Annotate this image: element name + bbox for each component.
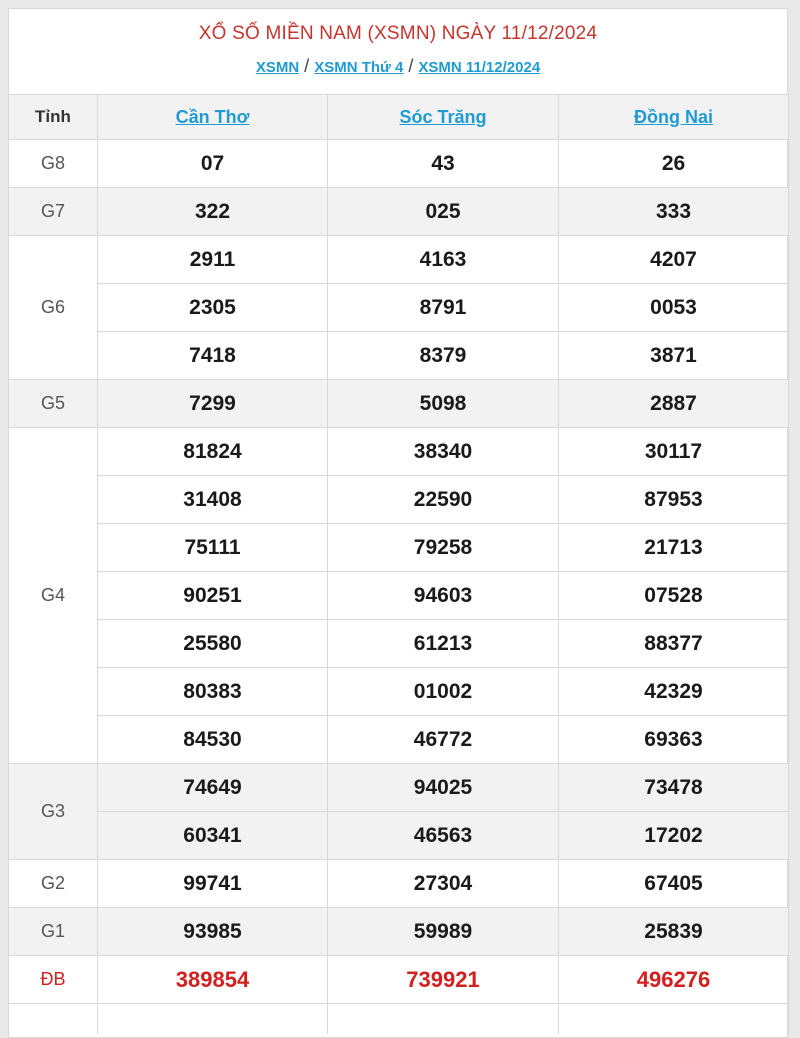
prize-row-g1: [9, 908, 789, 956]
result-number: 46563: [328, 812, 559, 860]
result-number: 01002: [328, 668, 559, 716]
table-footer-row: [9, 1004, 789, 1034]
result-number: 99741: [98, 860, 328, 908]
prize-label: G8: [9, 140, 98, 188]
prize-row-g4: [9, 716, 789, 764]
footer-cell: [98, 1004, 328, 1034]
prize-label: G1: [9, 908, 98, 956]
prize-row-g4: [9, 572, 789, 620]
page-title: XỔ SỐ MIỀN NAM (XSMN) NGÀY 11/12/2024: [198, 23, 598, 44]
province-header-dong-nai: [559, 95, 789, 140]
result-number: 94603: [328, 572, 559, 620]
result-number: 30117: [559, 428, 789, 476]
prize-row-g3: [9, 764, 789, 812]
prize-row-g6: [9, 332, 789, 380]
prize-row-g4: [9, 620, 789, 668]
breadcrumb: [9, 56, 787, 78]
result-number: 25839: [559, 908, 789, 956]
results-header: [9, 9, 787, 95]
result-number: 322: [98, 188, 328, 236]
result-number: 4207: [559, 236, 789, 284]
result-number: 8791: [328, 284, 559, 332]
result-number: 25580: [98, 620, 328, 668]
prize-label: G4: [9, 428, 98, 764]
prize-label: G2: [9, 860, 98, 908]
result-number: 88377: [559, 620, 789, 668]
prize-row-g4: [9, 428, 789, 476]
prize-row-special: [9, 956, 789, 1004]
province-link-can-tho[interactable]: Cần Thơ: [175, 106, 250, 127]
result-number: 61213: [328, 620, 559, 668]
footer-cell: [9, 1004, 98, 1034]
special-result-number: 496276: [559, 956, 789, 1004]
prize-row-g4: [9, 524, 789, 572]
breadcrumb-separator: /: [304, 56, 310, 76]
prize-row-g2: [9, 860, 789, 908]
result-number: 87953: [559, 476, 789, 524]
breadcrumb-date-link[interactable]: XSMN 11/12/2024: [418, 59, 541, 76]
prize-row-g7: [9, 188, 789, 236]
prize-label: G7: [9, 188, 98, 236]
result-number: 84530: [98, 716, 328, 764]
prize-label-special: ĐB: [9, 956, 98, 1004]
footer-cell: [559, 1004, 789, 1034]
result-number: 43: [328, 140, 559, 188]
result-number: 5098: [328, 380, 559, 428]
result-number: 59989: [328, 908, 559, 956]
results-panel: [8, 8, 788, 1038]
breadcrumb-separator: /: [408, 56, 414, 76]
prize-label: G5: [9, 380, 98, 428]
result-number: 26: [559, 140, 789, 188]
special-result-number: 739921: [328, 956, 559, 1004]
result-number: 21713: [559, 524, 789, 572]
special-result-number: 389854: [98, 956, 328, 1004]
result-number: 2305: [98, 284, 328, 332]
table-header-row: [9, 95, 789, 140]
province-header-can-tho: [98, 95, 328, 140]
result-number: 7299: [98, 380, 328, 428]
prize-row-g4: [9, 668, 789, 716]
result-number: 46772: [328, 716, 559, 764]
prize-row-g5: [9, 380, 789, 428]
result-number: 27304: [328, 860, 559, 908]
province-column-header: Tỉnh: [9, 95, 98, 140]
result-number: 67405: [559, 860, 789, 908]
result-number: 42329: [559, 668, 789, 716]
result-number: 3871: [559, 332, 789, 380]
province-header-soc-trang: [328, 95, 559, 140]
result-number: 22590: [328, 476, 559, 524]
result-number: 8379: [328, 332, 559, 380]
result-number: 93985: [98, 908, 328, 956]
prize-row-g3: [9, 812, 789, 860]
prize-row-g4: [9, 476, 789, 524]
result-number: 2911: [98, 236, 328, 284]
result-number: 0053: [559, 284, 789, 332]
result-number: 025: [328, 188, 559, 236]
prize-row-g8: [9, 140, 789, 188]
breadcrumb-weekday-link[interactable]: XSMN Thứ 4: [314, 59, 404, 76]
result-number: 73478: [559, 764, 789, 812]
breadcrumb-xsmn-link[interactable]: XSMN: [255, 59, 300, 76]
result-number: 79258: [328, 524, 559, 572]
result-number: 07: [98, 140, 328, 188]
result-number: 4163: [328, 236, 559, 284]
result-number: 7418: [98, 332, 328, 380]
result-number: 94025: [328, 764, 559, 812]
result-number: 333: [559, 188, 789, 236]
province-link-soc-trang[interactable]: Sóc Trăng: [399, 106, 487, 127]
result-number: 31408: [98, 476, 328, 524]
footer-cell: [328, 1004, 559, 1034]
result-number: 80383: [98, 668, 328, 716]
prize-label: G3: [9, 764, 98, 860]
result-number: 74649: [98, 764, 328, 812]
results-table: [8, 94, 789, 1034]
result-number: 75111: [98, 524, 328, 572]
province-link-dong-nai[interactable]: Đồng Nai: [634, 106, 713, 127]
result-number: 38340: [328, 428, 559, 476]
result-number: 2887: [559, 380, 789, 428]
prize-row-g6: [9, 284, 789, 332]
result-number: 17202: [559, 812, 789, 860]
result-number: 81824: [98, 428, 328, 476]
result-number: 90251: [98, 572, 328, 620]
result-number: 07528: [559, 572, 789, 620]
prize-label: G6: [9, 236, 98, 380]
result-number: 60341: [98, 812, 328, 860]
prize-row-g6: [9, 236, 789, 284]
result-number: 69363: [559, 716, 789, 764]
